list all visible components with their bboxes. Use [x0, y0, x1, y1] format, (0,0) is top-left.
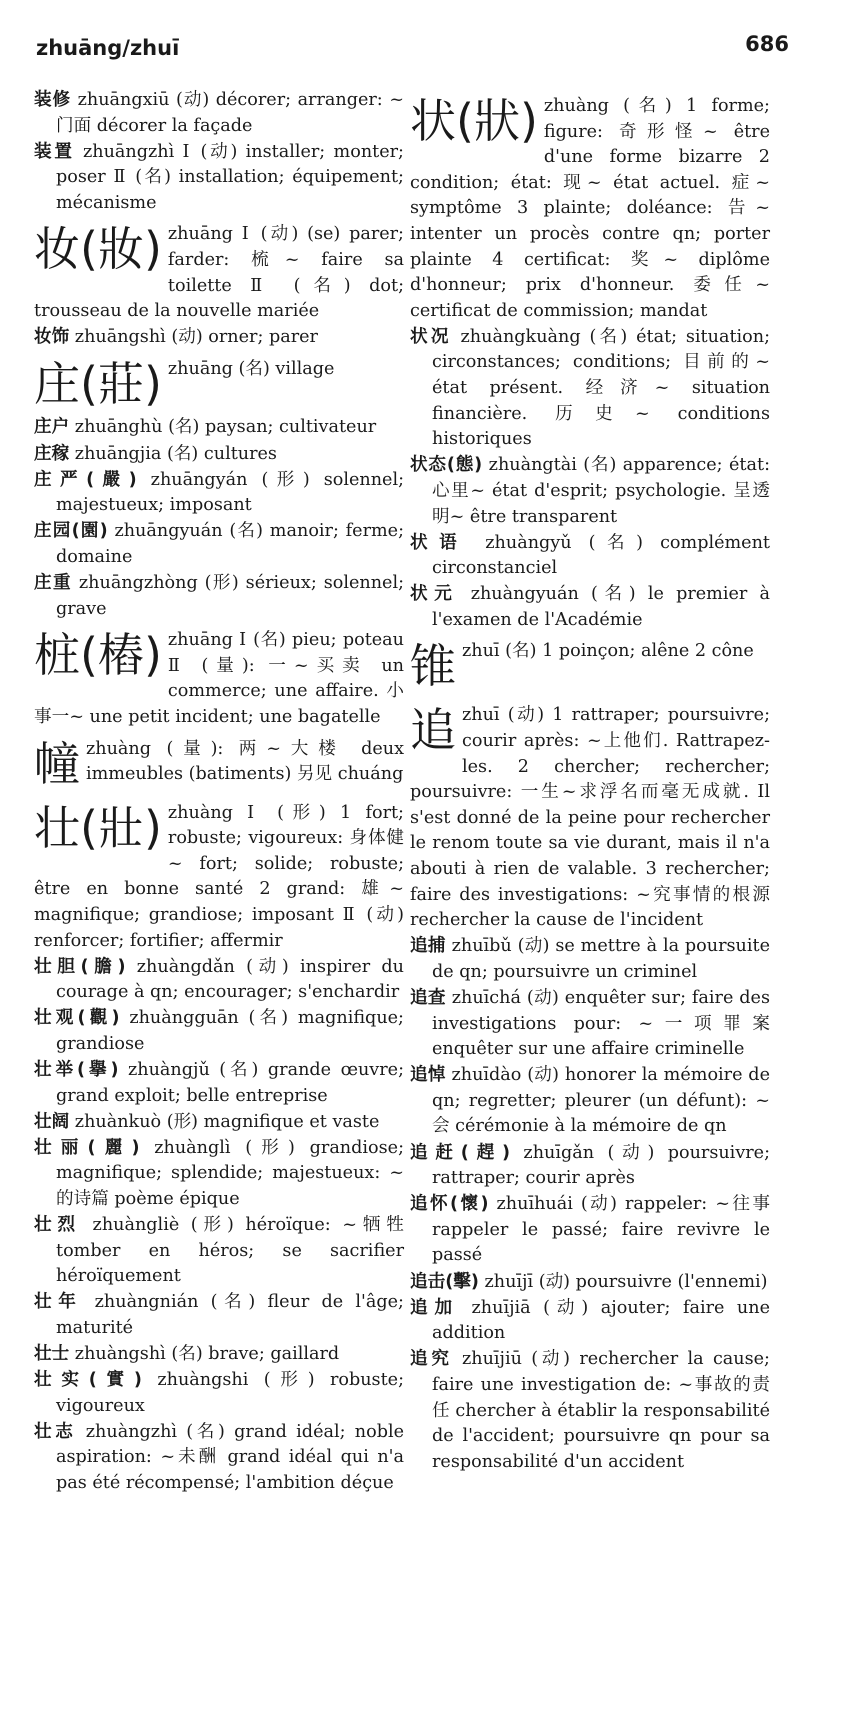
entry-definition: zhuàngjǔ (名) grande œuvre; grand exploit; belle entreprise: [56, 1060, 404, 1106]
dictionary-compound-entry: [410, 934, 770, 985]
left-column: [34, 88, 404, 1497]
compound-headword: 追查: [410, 988, 446, 1008]
entry-definition: zhuīhuái (动) rappeler: ~往事 rappeler le passé; faire revivre le passé: [432, 1194, 770, 1266]
entry-definition: zhuàng (量): 两~大楼 deux immeubles (batiments) 另见 chuáng: [86, 738, 404, 785]
dictionary-compound-entry: [410, 1141, 770, 1192]
dictionary-compound-entry: [34, 955, 404, 1006]
headword-character: 妆(妝): [34, 222, 162, 277]
entry-definition: zhuīchá (动) enquêter sur; faire des investigations pour: ~一项罪案 enquêter sur une affaire criminelle: [432, 988, 770, 1060]
entry-definition: zhuàngshì (名) brave; gaillard: [74, 1344, 340, 1365]
entry-definition: zhuāngzhì Ⅰ (动) installer; monter; poser Ⅱ (名) installation; équipement; mécanisme: [56, 141, 404, 213]
dictionary-compound-entry: [34, 468, 404, 519]
compound-headword: 壮实(實): [34, 1370, 142, 1391]
dictionary-main-entry: [410, 94, 770, 324]
dictionary-compound-entry: [410, 453, 770, 530]
dictionary-main-entry: [410, 703, 770, 933]
compound-headword: 壮阔: [34, 1111, 70, 1132]
compound-headword: 壮士: [34, 1344, 70, 1365]
headword-character: 状(狀): [410, 94, 538, 148]
compound-headword: 壮年: [34, 1292, 83, 1313]
compound-headword: 庄户: [34, 417, 70, 438]
dictionary-compound-entry: [410, 1296, 770, 1347]
entry-definition: zhuàngliè (形) héroïque: ~牺牲 tomber en héros; se sacrifier héroïquement: [56, 1215, 404, 1287]
entry-definition: zhuāng Ⅰ (名) pieu; poteau Ⅱ (量): 一~买卖 un commerce; une affaire. 小事一~ une petit incident; une bagatelle: [34, 630, 404, 727]
dictionary-compound-entry: [34, 325, 404, 351]
headword-character: 锥: [410, 639, 456, 694]
entry-definition: zhuījī (动) poursuivre (l'ennemi): [484, 1271, 768, 1292]
compound-headword: 壮胆(膽): [34, 956, 126, 977]
compound-headword: 装修: [34, 90, 72, 110]
compound-headword: 壮举(擧): [34, 1060, 119, 1080]
dictionary-compound-entry: [410, 1063, 770, 1140]
compound-headword: 壮烈: [34, 1215, 82, 1236]
dictionary-compound-entry: [410, 582, 770, 633]
compound-headword: 状况: [410, 326, 452, 347]
dictionary-main-entry: [34, 357, 404, 415]
dictionary-compound-entry: [34, 571, 404, 622]
entry-definition: zhuàng (名) 1 forme; figure: 奇形怪~ être d'une forme bizarre 2 condition; état: 现~ état actuel. 症~ symptôme 3 plainte; doléance: 告~ intenter un procès contre qn; porter plainte 4 certificat: 奖~ diplôme d'honneur; prix d'honneur. 委任~ certificat de commission; mandat: [410, 96, 770, 321]
entry-definition: zhuànglì (形) grandiose; magnifique; splendide; majestueux: ~的诗篇 poème épique: [56, 1137, 404, 1209]
headword-character: 桩(樁): [34, 628, 162, 683]
dictionary-main-entry: [34, 801, 404, 955]
compound-headword: 状语: [410, 532, 469, 553]
compound-headword: 追赶(趕): [410, 1142, 511, 1163]
dictionary-compound-entry: [34, 1058, 404, 1109]
entry-definition: zhuànkuò (形) magnifique et vaste: [74, 1111, 380, 1132]
entry-definition: zhuī (动) 1 rattraper; poursuivre; courir après: ~上他们. Rattrapez-les. 2 chercher; rechercher; poursuivre: 一生~求浮名而毫无成就. Il s'est donné de la peine pour rechercher le renom toute sa vie durant, mais il n'a abouti à rien de valable. 3 rechercher; faire des investigations: ~究事情的根源 rechercher la cause de l'incident: [410, 705, 770, 931]
entry-definition: zhuàngyuán (名) le premier à l'examen de l'Académie: [432, 584, 771, 630]
compound-headword: 追究: [410, 1349, 453, 1370]
compound-headword: 壮观(觀): [34, 1008, 120, 1029]
entry-definition: zhuàngnián (名) fleur de l'âge; maturité: [56, 1292, 404, 1338]
entry-definition: zhuīdào (动) honorer la mémoire de qn; regretter; pleurer (un défunt): ~会 cérémonie à la mémoire de qn: [432, 1065, 770, 1137]
entry-definition: zhuàngkuàng (名) état; situation; circonstances; conditions; 目前的~ état présent. 经济~ situation financière. 历史~ conditions historiques: [432, 326, 770, 450]
dictionary-compound-entry: [34, 1213, 404, 1290]
compound-headword: 庄园(園): [34, 521, 108, 542]
dictionary-main-entry: [410, 639, 770, 697]
dictionary-compound-entry: [34, 1290, 404, 1341]
entry-definition: zhuījiā (动) ajouter; faire une addition: [432, 1297, 770, 1344]
compound-headword: 庄严(嚴): [34, 469, 137, 490]
right-column: [410, 88, 770, 1476]
dictionary-compound-entry: [410, 986, 770, 1063]
entry-definition: zhuàngzhì (名) grand idéal; noble aspiration: ~未酬 grand idéal qui n'a pas été récompensé; l'ambition déçue: [56, 1421, 404, 1493]
dictionary-compound-entry: [34, 442, 404, 468]
headword-character: 壮(壯): [34, 800, 162, 855]
dictionary-compound-entry: [410, 531, 770, 582]
entry-definition: zhuāng (名) village: [167, 358, 335, 379]
compound-headword: 追捕: [410, 936, 446, 957]
compound-headword: 追加: [410, 1297, 460, 1318]
entry-definition: zhuàngguān (名) magnifique; grandiose: [56, 1008, 404, 1054]
dictionary-compound-entry: [34, 1006, 404, 1057]
dictionary-compound-entry: [34, 1368, 404, 1419]
dictionary-compound-entry: [34, 1110, 404, 1136]
entry-definition: zhuāngxiū (动) décorer; arranger: ~门面 décorer la façade: [56, 90, 404, 136]
entry-definition: zhuàng Ⅰ (形) 1 fort; robuste; vigoureux: 身体健~ fort; solide; robuste; être en bonne santé 2 grand: 雄~ magnifique; grandiose; imposant Ⅱ (动) renforcer; fortifier; affermir: [34, 802, 404, 951]
entry-definition: zhuāngyán (形) solennel; majestueux; imposant: [56, 469, 404, 516]
entry-definition: zhuàngtài (名) apparence; état: 心里~ état d'esprit; psychologie. 呈透明~ être transparent: [432, 455, 770, 527]
entry-definition: zhuāngjia (名) cultures: [74, 443, 277, 464]
dictionary-compound-entry: [34, 1342, 404, 1368]
dictionary-compound-entry: [410, 325, 770, 453]
compound-headword: 妆饰: [34, 327, 70, 348]
dictionary-compound-entry: [410, 1347, 770, 1475]
entry-definition: zhuāngyuán (名) manoir; ferme; domaine: [56, 521, 405, 567]
headword-character: 庄(莊): [34, 356, 162, 411]
entry-definition: zhuàngdǎn (动) inspirer du courage à qn; encourager; s'enchardir: [56, 956, 404, 1003]
dictionary-compound-entry: [34, 1136, 404, 1213]
entry-definition: zhuībǔ (动) se mettre à la poursuite de qn; poursuivre un criminel: [432, 936, 770, 982]
compound-headword: 壮志: [34, 1421, 77, 1442]
page-number: 686: [745, 32, 789, 56]
compound-headword: 追击(擊): [410, 1271, 479, 1292]
headword-character: 幢: [34, 736, 80, 791]
dictionary-compound-entry: [34, 1420, 404, 1497]
entry-definition: zhuī (名) 1 poinçon; alêne 2 cône: [462, 641, 754, 662]
compound-headword: 庄稼: [34, 443, 70, 464]
entry-definition: zhuāngzhòng (形) sérieux; solennel; grave: [56, 573, 405, 619]
entry-definition: zhuàngshi (形) robuste; vigoureux: [56, 1370, 404, 1416]
entry-definition: zhuāng Ⅰ (动) (se) parer; farder: 梳~ faire sa toilette Ⅱ (名) dot; trousseau de la nouvelle mariée: [34, 224, 404, 322]
compound-headword: 追怀(懷): [410, 1194, 489, 1215]
dictionary-main-entry: [34, 628, 404, 730]
entry-definition: zhuānghù (名) paysan; cultivateur: [74, 417, 377, 438]
page-header: [30, 26, 789, 62]
dictionary-compound-entry: [34, 88, 404, 139]
dictionary-main-entry: [34, 737, 404, 795]
compound-headword: 追悼: [410, 1065, 446, 1086]
entry-definition: zhuīgǎn (动) poursuivre; rattraper; courir après: [432, 1142, 771, 1189]
compound-headword: 庄重: [34, 573, 72, 593]
dictionary-compound-entry: [410, 1192, 770, 1269]
dictionary-main-entry: [34, 222, 404, 324]
entry-definition: zhuàngyǔ (名) complément circonstanciel: [432, 532, 770, 579]
guide-words: zhuāng/zhuī: [36, 36, 180, 60]
compound-headword: 壮丽(麗): [34, 1137, 140, 1158]
headword-character: 追: [410, 703, 456, 758]
dictionary-compound-entry: [34, 140, 404, 217]
dictionary-compound-entry: [34, 415, 404, 441]
entry-definition: zhuāngshì (动) orner; parer: [74, 327, 318, 348]
dictionary-compound-entry: [410, 1270, 770, 1296]
compound-headword: 状态(態): [410, 455, 483, 476]
compound-headword: 状元: [410, 584, 459, 605]
dictionary-compound-entry: [34, 519, 404, 570]
compound-headword: 装置: [34, 141, 75, 162]
entry-definition: zhuījiū (动) rechercher la cause; faire une investigation de: ~事故的责任 chercher à établir la responsabilité de l'accident; poursuivre qn pour sa responsabilité d'un accident: [432, 1349, 770, 1472]
